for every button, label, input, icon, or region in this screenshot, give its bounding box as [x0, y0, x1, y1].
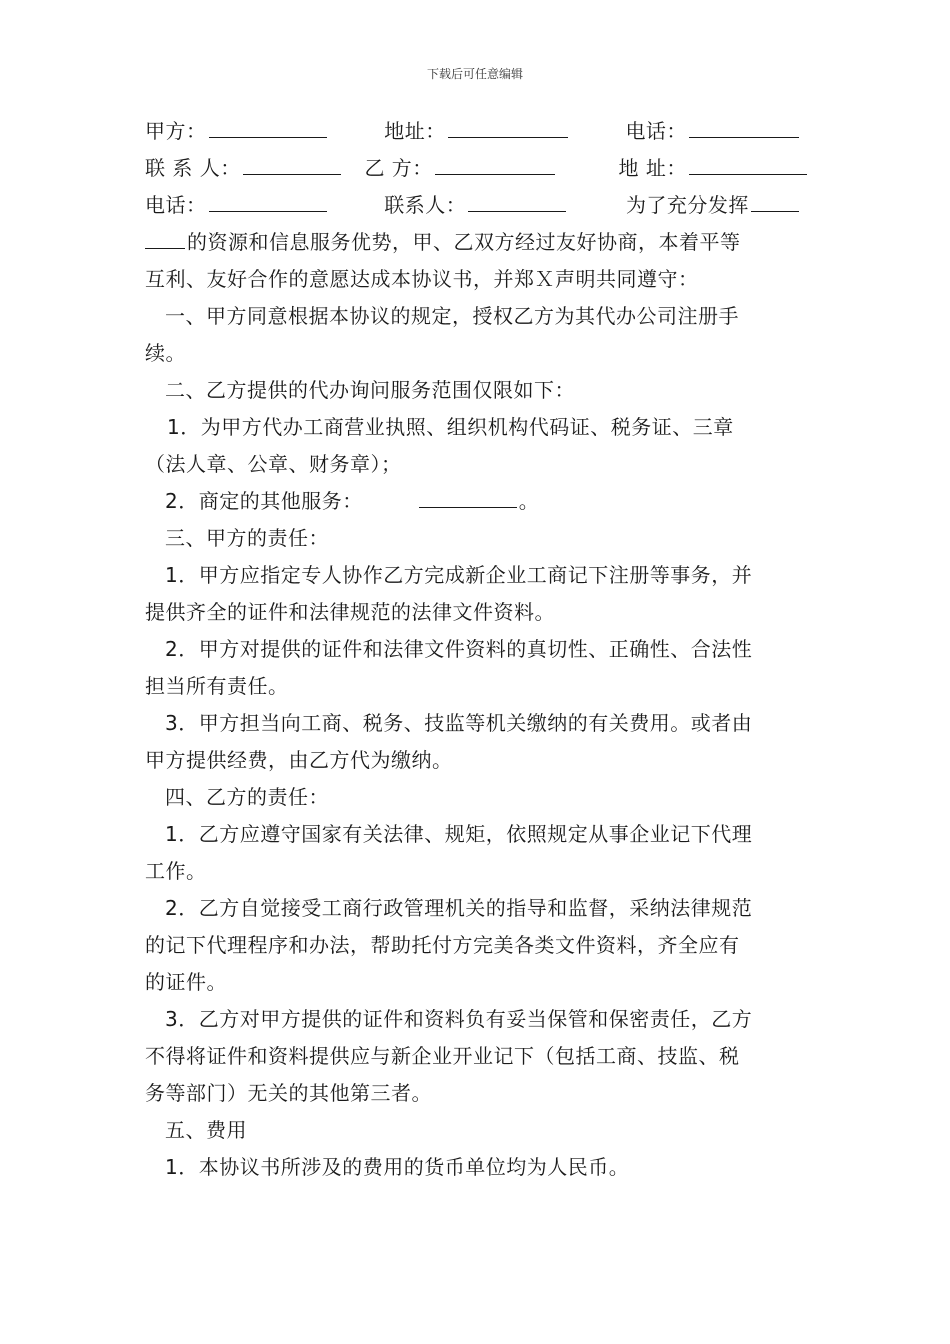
- party-row-1: [145, 113, 807, 150]
- section-4-item-2-line-3: 的证件。: [145, 970, 227, 994]
- phone-1-blank[interactable]: [689, 115, 799, 138]
- address-2-label: 地 址：: [618, 156, 687, 180]
- resource-blank-1[interactable]: [751, 189, 799, 212]
- section-5-title: 五、费用: [165, 1118, 247, 1142]
- party-a-label: 甲方：: [145, 119, 207, 143]
- section-3-item-2-line-2: 担当所有责任。: [145, 674, 289, 698]
- address-1-label: 地址：: [384, 119, 446, 143]
- section-4-item-1-line-1: 1．乙方应遵守国家有关法律、规矩，依照规定从事企业记下代理: [165, 822, 753, 846]
- section-3-item-1-line-1: 1．甲方应指定专人协作乙方完成新企业工商记下注册等事务，并: [165, 563, 753, 587]
- section-2-item-1-line-2: （法人章、公章、财务章）；: [145, 452, 402, 476]
- contact-1-blank[interactable]: [243, 152, 341, 175]
- contact-2-label: 联系人：: [384, 193, 467, 217]
- other-services-label: 2．商定的其他服务：: [165, 489, 363, 513]
- address-2-blank[interactable]: [689, 152, 807, 175]
- section-2-title: 二、乙方提供的代办询问服务范围仅限如下：: [165, 378, 575, 402]
- section-4-item-2-line-2: 的记下代理程序和办法，帮助托付方完美各类文件资料，齐全应有: [145, 933, 740, 957]
- section-3-item-2-line-1: 2．甲方对提供的证件和法律文件资料的真切性、正确性、合法性: [165, 637, 753, 661]
- intro-line-3: 互利、友好合作的意愿达成本协议书，并郑Ｘ声明共同遵守：: [145, 267, 699, 291]
- section-3-title: 三、甲方的责任：: [165, 526, 329, 550]
- intro-line-2: [145, 224, 807, 261]
- section-1-line-1: 一、甲方同意根据本协议的规定，授权乙方为其代办公司注册手: [165, 304, 739, 328]
- party-b-blank[interactable]: [435, 152, 555, 175]
- contact-2-blank[interactable]: [468, 189, 566, 212]
- address-1-blank[interactable]: [448, 115, 568, 138]
- section-4-item-3-line-2: 不得将证件和资料提供应与新企业开业记下（包括工商、技监、税: [145, 1044, 740, 1068]
- section-4-item-2-line-1: 2．乙方自觉接受工商行政管理机关的指导和监督，采纳法律规范: [165, 896, 753, 920]
- intro-start: 为了充分发挥: [625, 193, 749, 217]
- section-2-item-1-line-1: 1．为甲方代办工商营业执照、组织机构代码证、税务证、三章: [167, 415, 734, 439]
- other-services-end: 。: [518, 489, 540, 513]
- resource-blank-2[interactable]: [145, 226, 185, 249]
- phone-1-label: 电话：: [625, 119, 687, 143]
- section-4-item-3-line-3: 务等部门）无关的其他第三者。: [145, 1081, 432, 1105]
- phone-2-blank[interactable]: [209, 189, 327, 212]
- party-a-blank[interactable]: [209, 115, 327, 138]
- party-row-2: [145, 150, 807, 187]
- section-1-line-2: 续。: [145, 341, 186, 365]
- section-5-item-1: 1．本协议书所涉及的费用的货币单位均为人民币。: [165, 1155, 630, 1179]
- party-b-label: 乙 方：: [364, 156, 433, 180]
- page-header: 下载后可任意编辑: [426, 67, 523, 81]
- section-3-item-3-line-2: 甲方提供经费，由乙方代为缴纳。: [145, 748, 453, 772]
- section-4-item-1-line-2: 工作。: [145, 859, 207, 883]
- section-4-title: 四、乙方的责任：: [165, 785, 329, 809]
- section-3-item-1-line-2: 提供齐全的证件和法律规范的法律文件资料。: [145, 600, 555, 624]
- party-row-3: [145, 187, 807, 224]
- document-body: [145, 113, 807, 1186]
- section-3-item-3-line-1: 3．甲方担当向工商、税务、技监等机关缴纳的有关费用。或者由: [165, 711, 753, 735]
- phone-2-label: 电话：: [145, 193, 207, 217]
- contact-1-label: 联 系 人：: [145, 156, 241, 180]
- section-4-item-3-line-1: 3．乙方对甲方提供的证件和资料负有妥当保管和保密责任，乙方: [165, 1007, 753, 1031]
- section-2-item-2: [145, 483, 807, 520]
- intro-text-2: 的资源和信息服务优势，甲、乙双方经过友好协商，本着平等: [187, 230, 741, 254]
- other-services-blank[interactable]: [419, 485, 517, 508]
